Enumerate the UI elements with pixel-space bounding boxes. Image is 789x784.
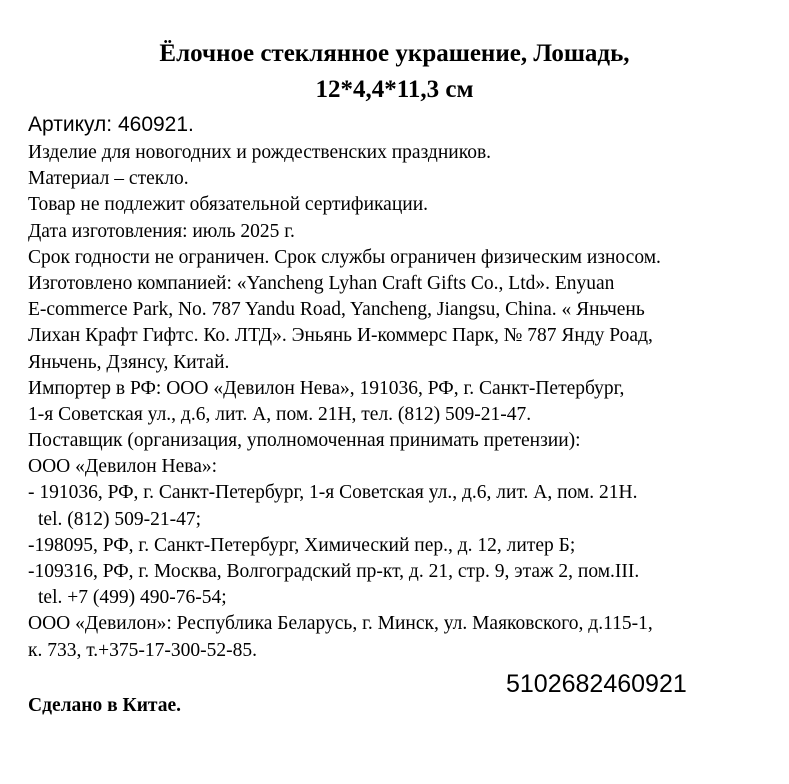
detail-line: Товар не подлежит обязательной сертификации. xyxy=(28,194,429,216)
detail-line: tel. (812) 509-21-47; xyxy=(38,508,202,530)
detail-line: к. 733, т.+375-17-300-52-85. xyxy=(28,639,258,661)
product-title-line-1: Ёлочное стеклянное украшение, Лошадь, xyxy=(159,40,630,67)
detail-line: -198095, РФ, г. Санкт-Петербург, Химический пер., д. 12, литер Б; xyxy=(28,534,576,556)
detail-line: Дата изготовления: июль 2025 г. xyxy=(28,220,295,242)
detail-line: Изделие для новогодних и рождественских праздников. xyxy=(28,142,492,163)
detail-line: Срок годности не ограничен. Срок службы ограничен физическим износом. xyxy=(28,246,661,268)
country-of-origin: Сделано в Китае. xyxy=(28,695,182,716)
detail-line: ООО «Девилон»: Республика Беларусь, г. Минск, ул. Маяковского, д.115-1, xyxy=(28,613,653,635)
product-details xyxy=(28,140,768,664)
detail-line: ООО «Девилон Нева»: xyxy=(28,456,218,478)
detail-line: 1-я Советская ул., д.6, лит. А, пом. 21Н, тел. (812) 509-21-47. xyxy=(28,403,532,425)
article-number: Артикул: 460921. xyxy=(28,113,194,136)
detail-line: Изготовлено компанией: «Yancheng Lyhan Craft Gifts Co., Ltd». Enyuan xyxy=(28,272,615,294)
product-title xyxy=(0,36,789,108)
barcode-number: 5102682460921 xyxy=(506,670,687,698)
detail-line: Поставщик (организация, уполномоченная принимать претензии): xyxy=(28,430,581,452)
detail-line: tel. +7 (499) 490-76-54; xyxy=(38,587,227,609)
detail-line: Импортер в РФ: ООО «Девилон Нева», 191036, РФ, г. Санкт-Петербург, xyxy=(28,377,625,399)
detail-line: - 191036, РФ, г. Санкт-Петербург, 1-я Советская ул., д.6, лит. А, пом. 21Н. xyxy=(28,482,638,504)
detail-line: -109316, РФ, г. Москва, Волгоградский пр-кт, д. 21, стр. 9, этаж 2, пом.III. xyxy=(28,561,640,582)
detail-line: Яньчень, Дзянсу, Китай. xyxy=(28,351,230,373)
detail-line: Материал – стекло. xyxy=(28,168,189,190)
product-title-line-2: 12*4,4*11,3 см xyxy=(315,76,474,103)
detail-line: Лихан Крафт Гифтс. Ко. ЛТД». Эньянь И-коммерс Парк, № 787 Янду Роад, xyxy=(28,325,653,347)
detail-line: E-commerce Park, No. 787 Yandu Road, Yancheng, Jiangsu, China. « Яньчень xyxy=(28,299,645,321)
